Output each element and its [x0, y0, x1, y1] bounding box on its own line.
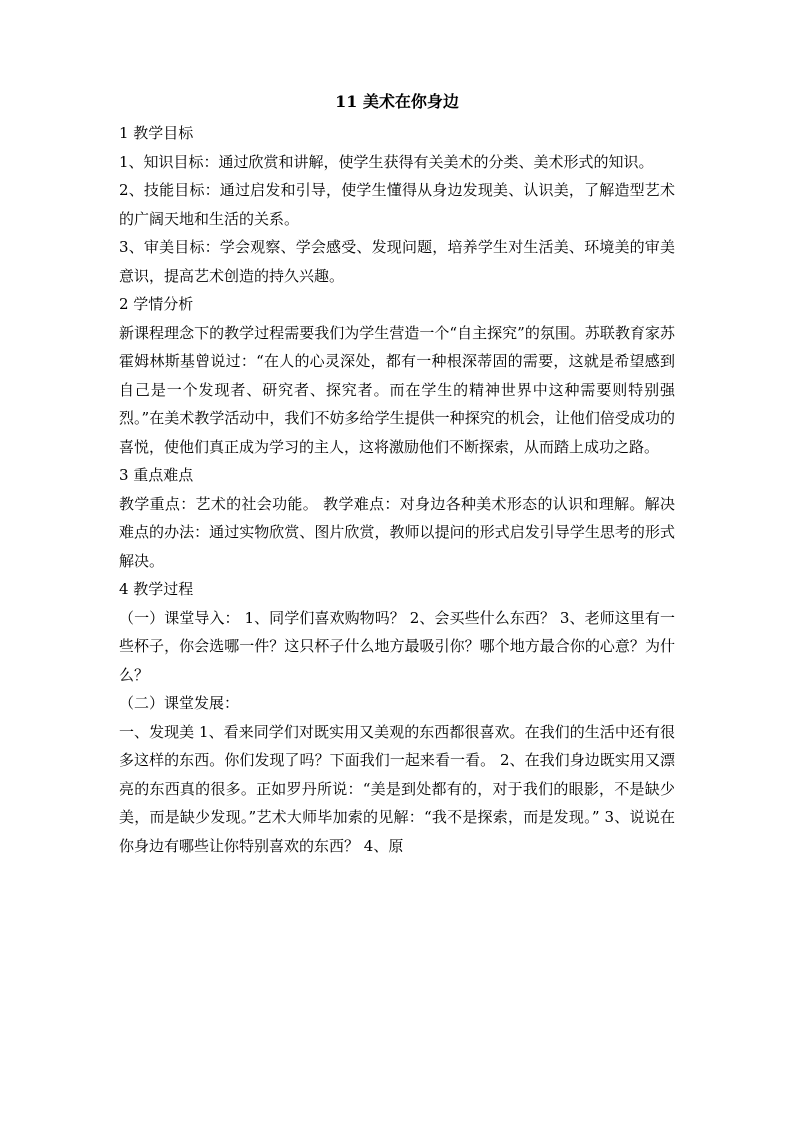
document-title: 11 美术在你身边	[335, 92, 459, 111]
paragraph: 1、知识目标：通过欣赏和讲解，使学生获得有关美术的分类、美术形式的知识。	[119, 152, 654, 171]
paragraph: 3、审美目标：学会观察、学会感受、发现问题，培养学生对生活美、环境美的审美意识，提高艺术创造的持久兴趣。	[119, 238, 675, 285]
paragraph: 一、发现美 1、看来同学们对既实用又美观的东西都很喜欢。在我们的生活中还有很多这样的东西。你们发现了吗？下面我们一起来看一看。 2、在我们身边既实用又漂亮的东西真的很多。正如罗丹所说：“美是到处都有的，对于我们的眼影，不是缺少美，而是缺少发现。”艺术大师毕加索的见解：“我不是探索，而是发现。” 3、说说在你身边有哪些让你特别喜欢的东西？ 4、原	[119, 722, 675, 855]
paragraph: 2、技能目标：通过启发和引导，使学生懂得从身边发现美、认识美，了解造型艺术的广阔天地和生活的关系。	[119, 181, 675, 228]
section-heading: 1 教学目标	[119, 124, 194, 142]
section-heading: 3 重点难点	[119, 466, 194, 484]
paragraph: 新课程理念下的教学过程需要我们为学生营造一个“自主探究”的氛围。苏联教育家苏霍姆林斯基曾说过：“在人的心灵深处，都有一种根深蒂固的需要，这就是希望感到自己是一个发现者、研究者、探究者。而在学生的精神世界中这种需要则特别强烈。”在美术教学活动中，我们不妨多给学生提供一种探究的机会，让他们倍受成功的喜悦，使他们真正成为学习的主人，这将激励他们不断探索，从而踏上成功之路。	[119, 323, 675, 456]
section-student-analysis	[119, 290, 675, 461]
document-page	[119, 92, 675, 860]
section-teaching-goals	[119, 119, 675, 290]
paragraph: 教学重点：艺术的社会功能。 教学难点：对身边各种美术形态的认识和理解。解决难点的办法：通过实物欣赏、图片欣赏，教师以提问的形式启发引导学生思考的形式解决。	[119, 494, 675, 570]
paragraph: （二）课堂发展：	[119, 694, 240, 712]
paragraph: （一）课堂导入： 1、同学们喜欢购物吗？ 2、会买些什么东西？ 3、老师这里有一些杯子，你会选哪一件？这只杯子什么地方最吸引你？哪个地方最合你的心意？为什么？	[119, 608, 675, 684]
section-heading: 4 教学过程	[119, 580, 194, 598]
section-key-points	[119, 461, 675, 575]
section-heading: 2 学情分析	[119, 295, 194, 313]
section-teaching-process	[119, 575, 675, 860]
